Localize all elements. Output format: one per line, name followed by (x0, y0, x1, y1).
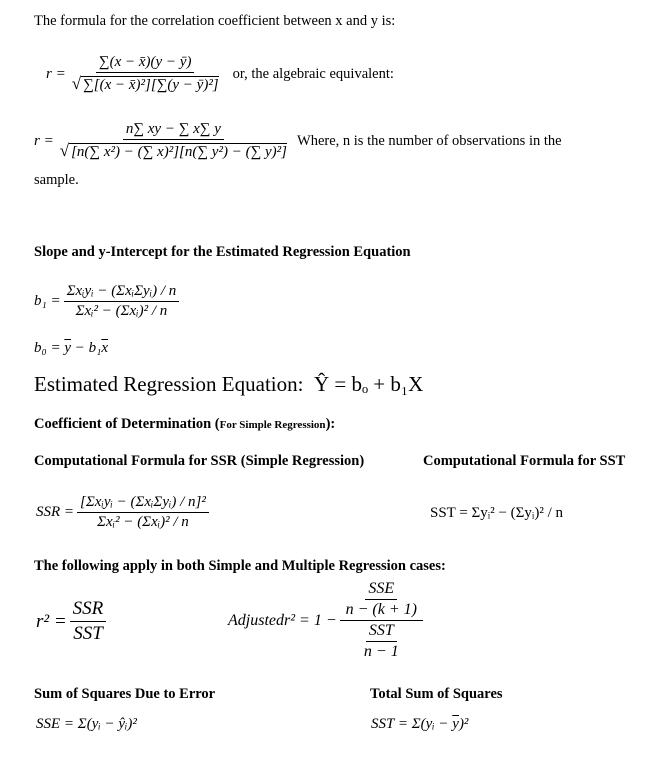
note: or, the algebraic equivalent: (232, 65, 394, 82)
denominator: Σxᵢ² − (Σxᵢ)² / n (75, 303, 168, 319)
label-small: For Simple Regression (219, 419, 326, 431)
denominator (69, 73, 222, 94)
lhs: r² = (36, 610, 67, 632)
numerator: n∑ xy − ∑ x∑ y (123, 121, 224, 140)
x-bar: $\overline{x}$ (101, 340, 109, 356)
denominator (57, 140, 290, 161)
estimated-regression-equation (34, 372, 423, 397)
fraction (64, 283, 180, 320)
y-i: yᵢ − (91, 716, 119, 732)
numerator: SSR (70, 598, 107, 622)
fraction (57, 121, 290, 161)
sqrt-icon: √ (59, 141, 70, 160)
lhs: SSE = Σ( (36, 716, 92, 732)
numerator: ∑(x − x̄)(y − ȳ) (96, 54, 195, 73)
note-continued: sample. (34, 172, 79, 188)
both-cases-heading: The following apply in both Simple and Multiple Regression cases: (34, 558, 446, 574)
label: Coefficient of Determination ( (34, 416, 220, 432)
correlation-formula-2 (34, 121, 562, 161)
y-bar: $\overline{y}$ (452, 716, 459, 732)
minus-b1: − b₁ (71, 340, 102, 356)
denominator: Σxᵢ² − (Σxᵢ)² / n (97, 514, 189, 530)
outer-denominator (358, 621, 405, 661)
y-bar: $\overline{y}$ (64, 340, 72, 356)
inner-fraction-top (343, 580, 420, 619)
numerator: SSE (365, 580, 397, 600)
denominator: n − 1 (363, 643, 399, 660)
slope-heading: Slope and y-Intercept for the Estimated Regression Equation (34, 244, 411, 260)
sst-formula: SST = Σyᵢ² − (Σyᵢ)² / n (430, 505, 564, 521)
fraction (77, 494, 209, 531)
numerator: SST (366, 622, 397, 642)
total-sum-squares-heading: Total Sum of Squares (370, 686, 503, 702)
lhs: b₀ = (34, 340, 61, 356)
lhs: r = (46, 65, 66, 82)
lhs: SST = Σ(yᵢ − (371, 716, 453, 732)
sqrt-icon: √ (71, 74, 82, 93)
numerator: Σxᵢyᵢ − (ΣxᵢΣyᵢ) / n (64, 283, 180, 302)
close: )² (458, 716, 469, 732)
b1-formula (34, 283, 182, 320)
sse-formula (36, 716, 137, 733)
fraction (70, 598, 107, 645)
coefficient-determination-heading (34, 416, 335, 433)
r-squared-formula (36, 598, 109, 645)
numerator: [Σxᵢyᵢ − (ΣxᵢΣyᵢ) / n]² (77, 494, 209, 513)
ssr-formula (36, 494, 212, 531)
denominator: SST (73, 623, 103, 644)
ssr-heading: Computational Formula for SSR (Simple Regression) (34, 453, 365, 469)
outer-fraction (340, 580, 423, 661)
formula: Ŷ = bₒ + b₁X (313, 372, 424, 396)
inner-fraction-bottom (361, 622, 402, 661)
radicand: ∑[(x − x̄)²][∑(y − ȳ)²] (83, 77, 219, 93)
sse-heading: Sum of Squares Due to Error (34, 686, 216, 702)
label: Estimated Regression Equation: (34, 372, 304, 396)
denominator: n − (k + 1) (345, 601, 417, 618)
b0-formula (34, 340, 108, 357)
lhs: b₁ = (34, 293, 61, 309)
fraction (69, 54, 222, 94)
sst-total-formula (371, 716, 468, 733)
adjusted-r-squared-formula (228, 580, 426, 661)
label-end: ): (325, 416, 336, 432)
radicand: [n(∑ x²) − (∑ x)²][n(∑ y²) − (∑ y)²] (71, 144, 288, 160)
lhs: Adjustedr² = 1 − (228, 611, 337, 629)
note: Where, n is the number of observations in the (297, 132, 562, 149)
intro-text: The formula for the correlation coefficient between x and y is: (34, 13, 396, 29)
y-hat: ŷᵢ (118, 716, 128, 732)
correlation-formula-1 (46, 54, 394, 94)
outer-numerator (340, 580, 423, 621)
sst-heading: Computational Formula for SST (423, 453, 626, 469)
lhs: r = (34, 132, 54, 149)
lhs: SSR = (36, 504, 75, 520)
close: )² (127, 716, 137, 732)
